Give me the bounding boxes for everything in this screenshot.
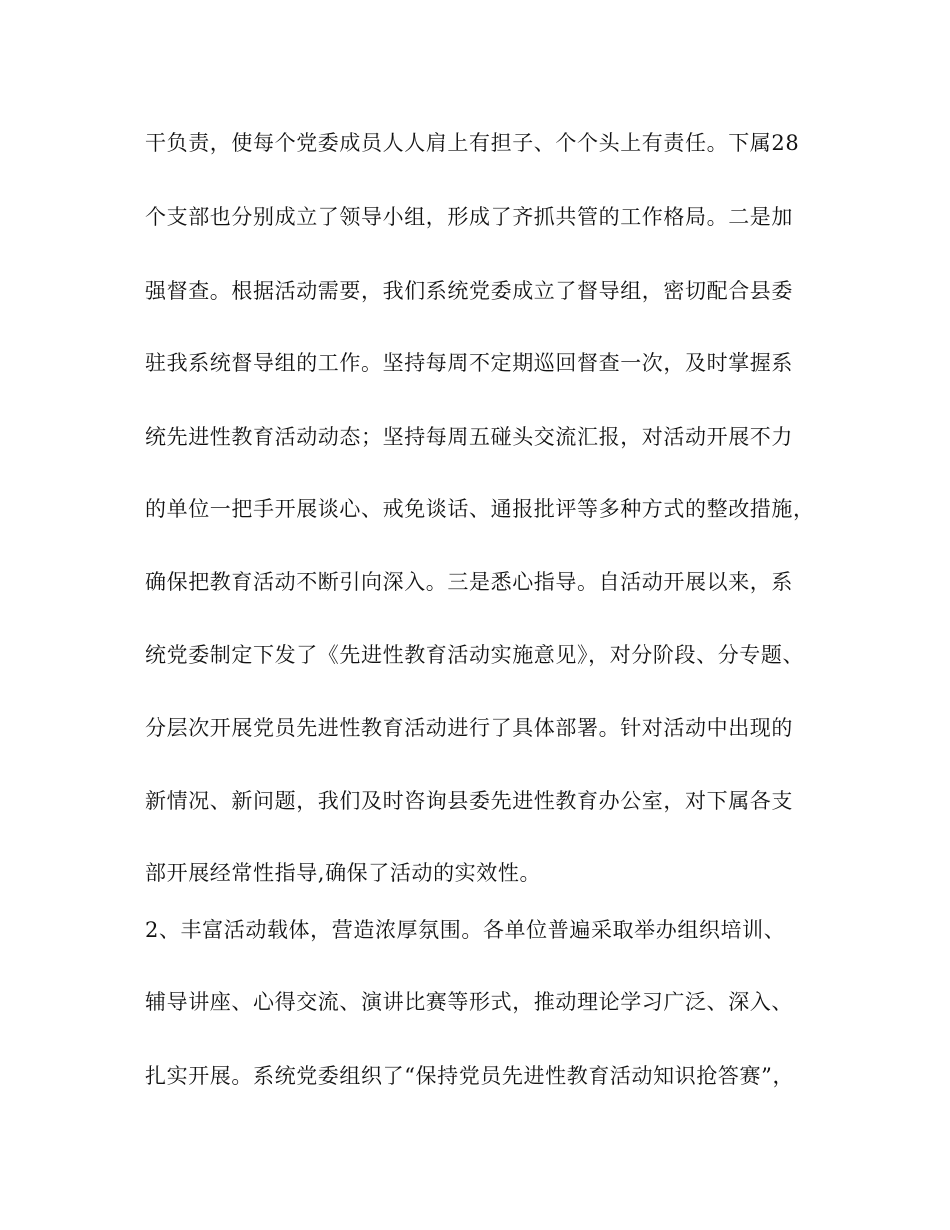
text-line: 分层次开展党员先进性教育活动进行了具体部署。针对活动中出现的 xyxy=(145,716,793,740)
text-line: 统党委制定下发了《先进性教育活动实施意见》，对分阶段、分专题、 xyxy=(145,643,805,667)
text-line: 扎实开展。系统党委组织了“保持党员先进性教育活动知识抢答赛”， xyxy=(145,1064,795,1088)
text-line: 新情况、新问题，我们及时咨询县委先进性教育办公室，对下属各支 xyxy=(145,789,793,813)
text-line: 的单位一把手开展谈心、戒免谈话、通报批评等多种方式的整改措施， xyxy=(145,497,815,521)
text-line: 2、丰富活动载体，营造浓厚氛围。各单位普遍采取举办组织培训、 xyxy=(145,918,786,942)
text-line: 统先进性教育活动动态；坚持每周五碰头交流汇报，对活动开展不力 xyxy=(145,425,793,449)
text-line: 确保把教育活动不断引向深入。三是悉心指导。自活动开展以来，系 xyxy=(145,570,793,594)
text-line: 辅导讲座、心得交流、演讲比赛等形式，推动理论学习广泛、深入、 xyxy=(145,990,793,1014)
text-line: 个支部也分别成立了领导小组，形成了齐抓共管的工作格局。二是加 xyxy=(145,205,793,229)
text-line: 干负责，使每个党委成员人人肩上有担子、个个头上有责任。下属28 xyxy=(145,131,800,155)
text-line: 部开展经常性指导,确保了活动的实效性。 xyxy=(145,861,542,885)
text-line: 驻我系统督导组的工作。坚持每周不定期巡回督查一次，及时掌握系 xyxy=(145,351,793,375)
text-line: 强督查。根据活动需要，我们系统党委成立了督导组，密切配合县委 xyxy=(145,279,793,303)
